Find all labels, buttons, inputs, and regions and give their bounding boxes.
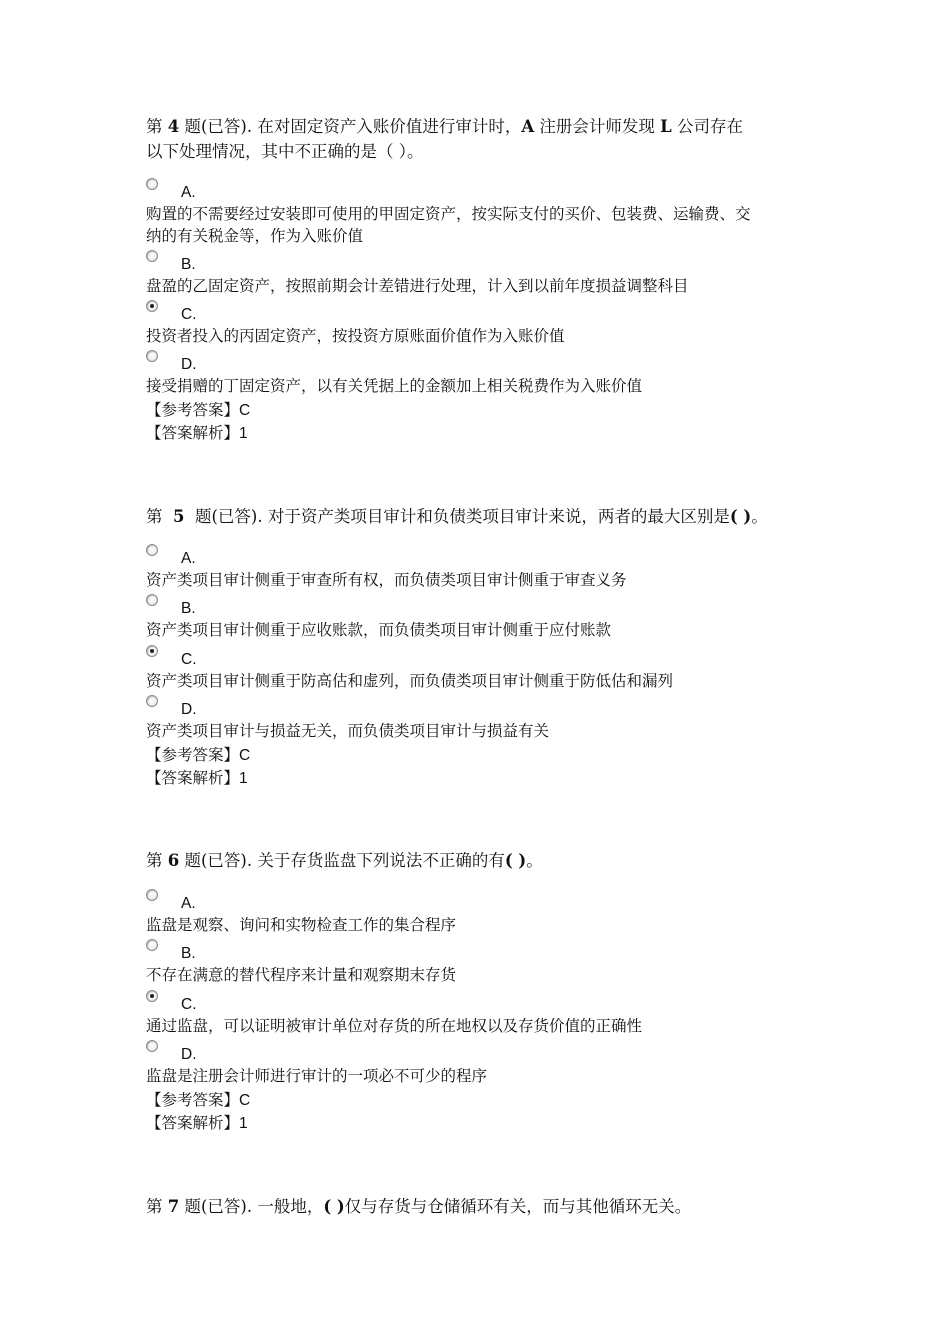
answer-explanation-label: 【答案解析】 (146, 424, 240, 442)
option-d-radio[interactable] (146, 350, 158, 362)
reference-answer-label: 【参考答案】 (146, 401, 240, 419)
option-d-radio[interactable] (146, 695, 158, 707)
reference-answer (146, 398, 250, 420)
option-d-radio[interactable] (146, 1040, 158, 1052)
question-prefix: 第 (146, 851, 163, 870)
option-d-text: 接受捐赠的丁固定资产，以有关凭据上的金额加上相关税费作为入账价值 (146, 377, 643, 395)
answer-explanation-label: 【答案解析】 (146, 769, 240, 787)
answer-explanation (146, 766, 248, 788)
question-text: 一般地， (257, 1197, 324, 1216)
option-c-text: 资产类项目审计侧重于防高估和虚列，而负债类项目审计侧重于防低估和漏列 (146, 672, 674, 690)
question-5-title (146, 506, 768, 528)
question-status: 题(已答). (184, 1197, 253, 1216)
option-b-radio[interactable] (146, 594, 158, 606)
reference-answer-value: C (239, 1092, 251, 1109)
option-c-text: 投资者投入的丙固定资产，按投资方原账面价值作为入账价值 (146, 327, 565, 345)
answer-explanation-value: 1 (239, 425, 248, 442)
question-text: 。 (751, 507, 768, 526)
question-status: 题(已答). (184, 851, 253, 870)
option-b-letter: B. (181, 945, 196, 962)
option-c-radio-selected[interactable] (146, 990, 158, 1002)
answer-explanation-value: 1 (239, 1115, 248, 1132)
option-a-text: 购置的不需要经过安装即可使用的甲固定资产，按实际支付的买价、包装费、运输费、交 (146, 205, 751, 223)
option-c-letter: C. (181, 651, 197, 668)
question-prefix: 第 (146, 507, 163, 526)
option-b-letter: B. (181, 600, 196, 617)
option-c-letter: C. (181, 306, 197, 323)
option-a-text: 监盘是观察、询问和实物检查工作的集合程序 (146, 916, 457, 934)
option-a-letter: A. (181, 184, 196, 201)
question-number: 7 (167, 1197, 180, 1216)
option-a-letter: A. (181, 895, 196, 912)
question-4-title (146, 116, 743, 138)
option-a-radio[interactable] (146, 178, 158, 190)
reference-answer (146, 743, 250, 765)
option-b-text: 资产类项目审计侧重于应收账款，而负债类项目审计侧重于应付账款 (146, 621, 612, 639)
question-status: 题(已答). (184, 117, 253, 136)
answer-explanation-value: 1 (239, 770, 248, 787)
option-b-radio[interactable] (146, 939, 158, 951)
reference-answer-value: C (239, 402, 251, 419)
question-7-title (146, 1196, 691, 1218)
option-a-radio[interactable] (146, 544, 158, 556)
question-prefix: 第 (146, 1197, 163, 1216)
question-text: 注册会计师发现 (539, 117, 655, 136)
question-text-bold: A (521, 117, 535, 136)
option-b-text: 不存在满意的替代程序来计量和观察期末存货 (146, 966, 457, 984)
question-status: 题(已答). (194, 507, 263, 526)
question-text: 关于存货监盘下列说法不正确的有 (257, 851, 505, 870)
option-c-radio-selected[interactable] (146, 300, 158, 312)
question-text: 对于资产类项目审计和负债类项目审计来说，两者的最大区别是 (267, 507, 730, 526)
option-d-text: 资产类项目审计与损益无关，而负债类项目审计与损益有关 (146, 722, 550, 740)
question-text-bold: ( ) (504, 851, 527, 870)
question-number: 4 (167, 117, 180, 136)
option-a-letter: A. (181, 550, 196, 567)
question-4-title-line2: 以下处理情况，其中不正确的是（ ）。 (146, 142, 424, 161)
option-a-text-line2: 纳的有关税金等，作为入账价值 (146, 227, 364, 245)
question-text-bold: L (660, 117, 672, 136)
question-6-title (146, 850, 543, 872)
question-text-bold: ( ) (729, 507, 752, 526)
question-text: 。 (526, 851, 543, 870)
option-d-letter: D. (181, 1046, 197, 1063)
option-c-radio-selected[interactable] (146, 645, 158, 657)
question-number: 5 (173, 507, 185, 526)
reference-answer-value: C (239, 747, 251, 764)
option-d-text: 监盘是注册会计师进行审计的一项必不可少的程序 (146, 1067, 488, 1085)
option-c-letter: C. (181, 996, 197, 1013)
option-b-radio[interactable] (146, 250, 158, 262)
reference-answer (146, 1088, 250, 1110)
option-b-letter: B. (181, 256, 196, 273)
answer-explanation (146, 1111, 248, 1133)
option-a-text: 资产类项目审计侧重于审查所有权，而负债类项目审计侧重于审查义务 (146, 571, 627, 589)
reference-answer-label: 【参考答案】 (146, 1091, 240, 1109)
question-text-bold: ( ) (323, 1197, 345, 1216)
question-text: 公司存在 (677, 117, 744, 136)
option-c-text: 通过监盘，可以证明被审计单位对存货的所在地权以及存货价值的正确性 (146, 1017, 643, 1035)
question-prefix: 第 (146, 117, 163, 136)
reference-answer-label: 【参考答案】 (146, 746, 240, 764)
question-text: 仅与存货与仓储循环有关，而与其他循环无关。 (344, 1197, 692, 1216)
option-b-text: 盘盈的乙固定资产，按照前期会计差错进行处理，计入到以前年度损益调整科目 (146, 277, 689, 295)
option-a-radio[interactable] (146, 889, 158, 901)
answer-explanation-label: 【答案解析】 (146, 1114, 240, 1132)
question-number: 6 (167, 851, 180, 870)
answer-explanation (146, 421, 248, 443)
option-d-letter: D. (181, 701, 197, 718)
option-d-letter: D. (181, 356, 197, 373)
question-text: 在对固定资产入账价值进行审计时， (257, 117, 522, 136)
